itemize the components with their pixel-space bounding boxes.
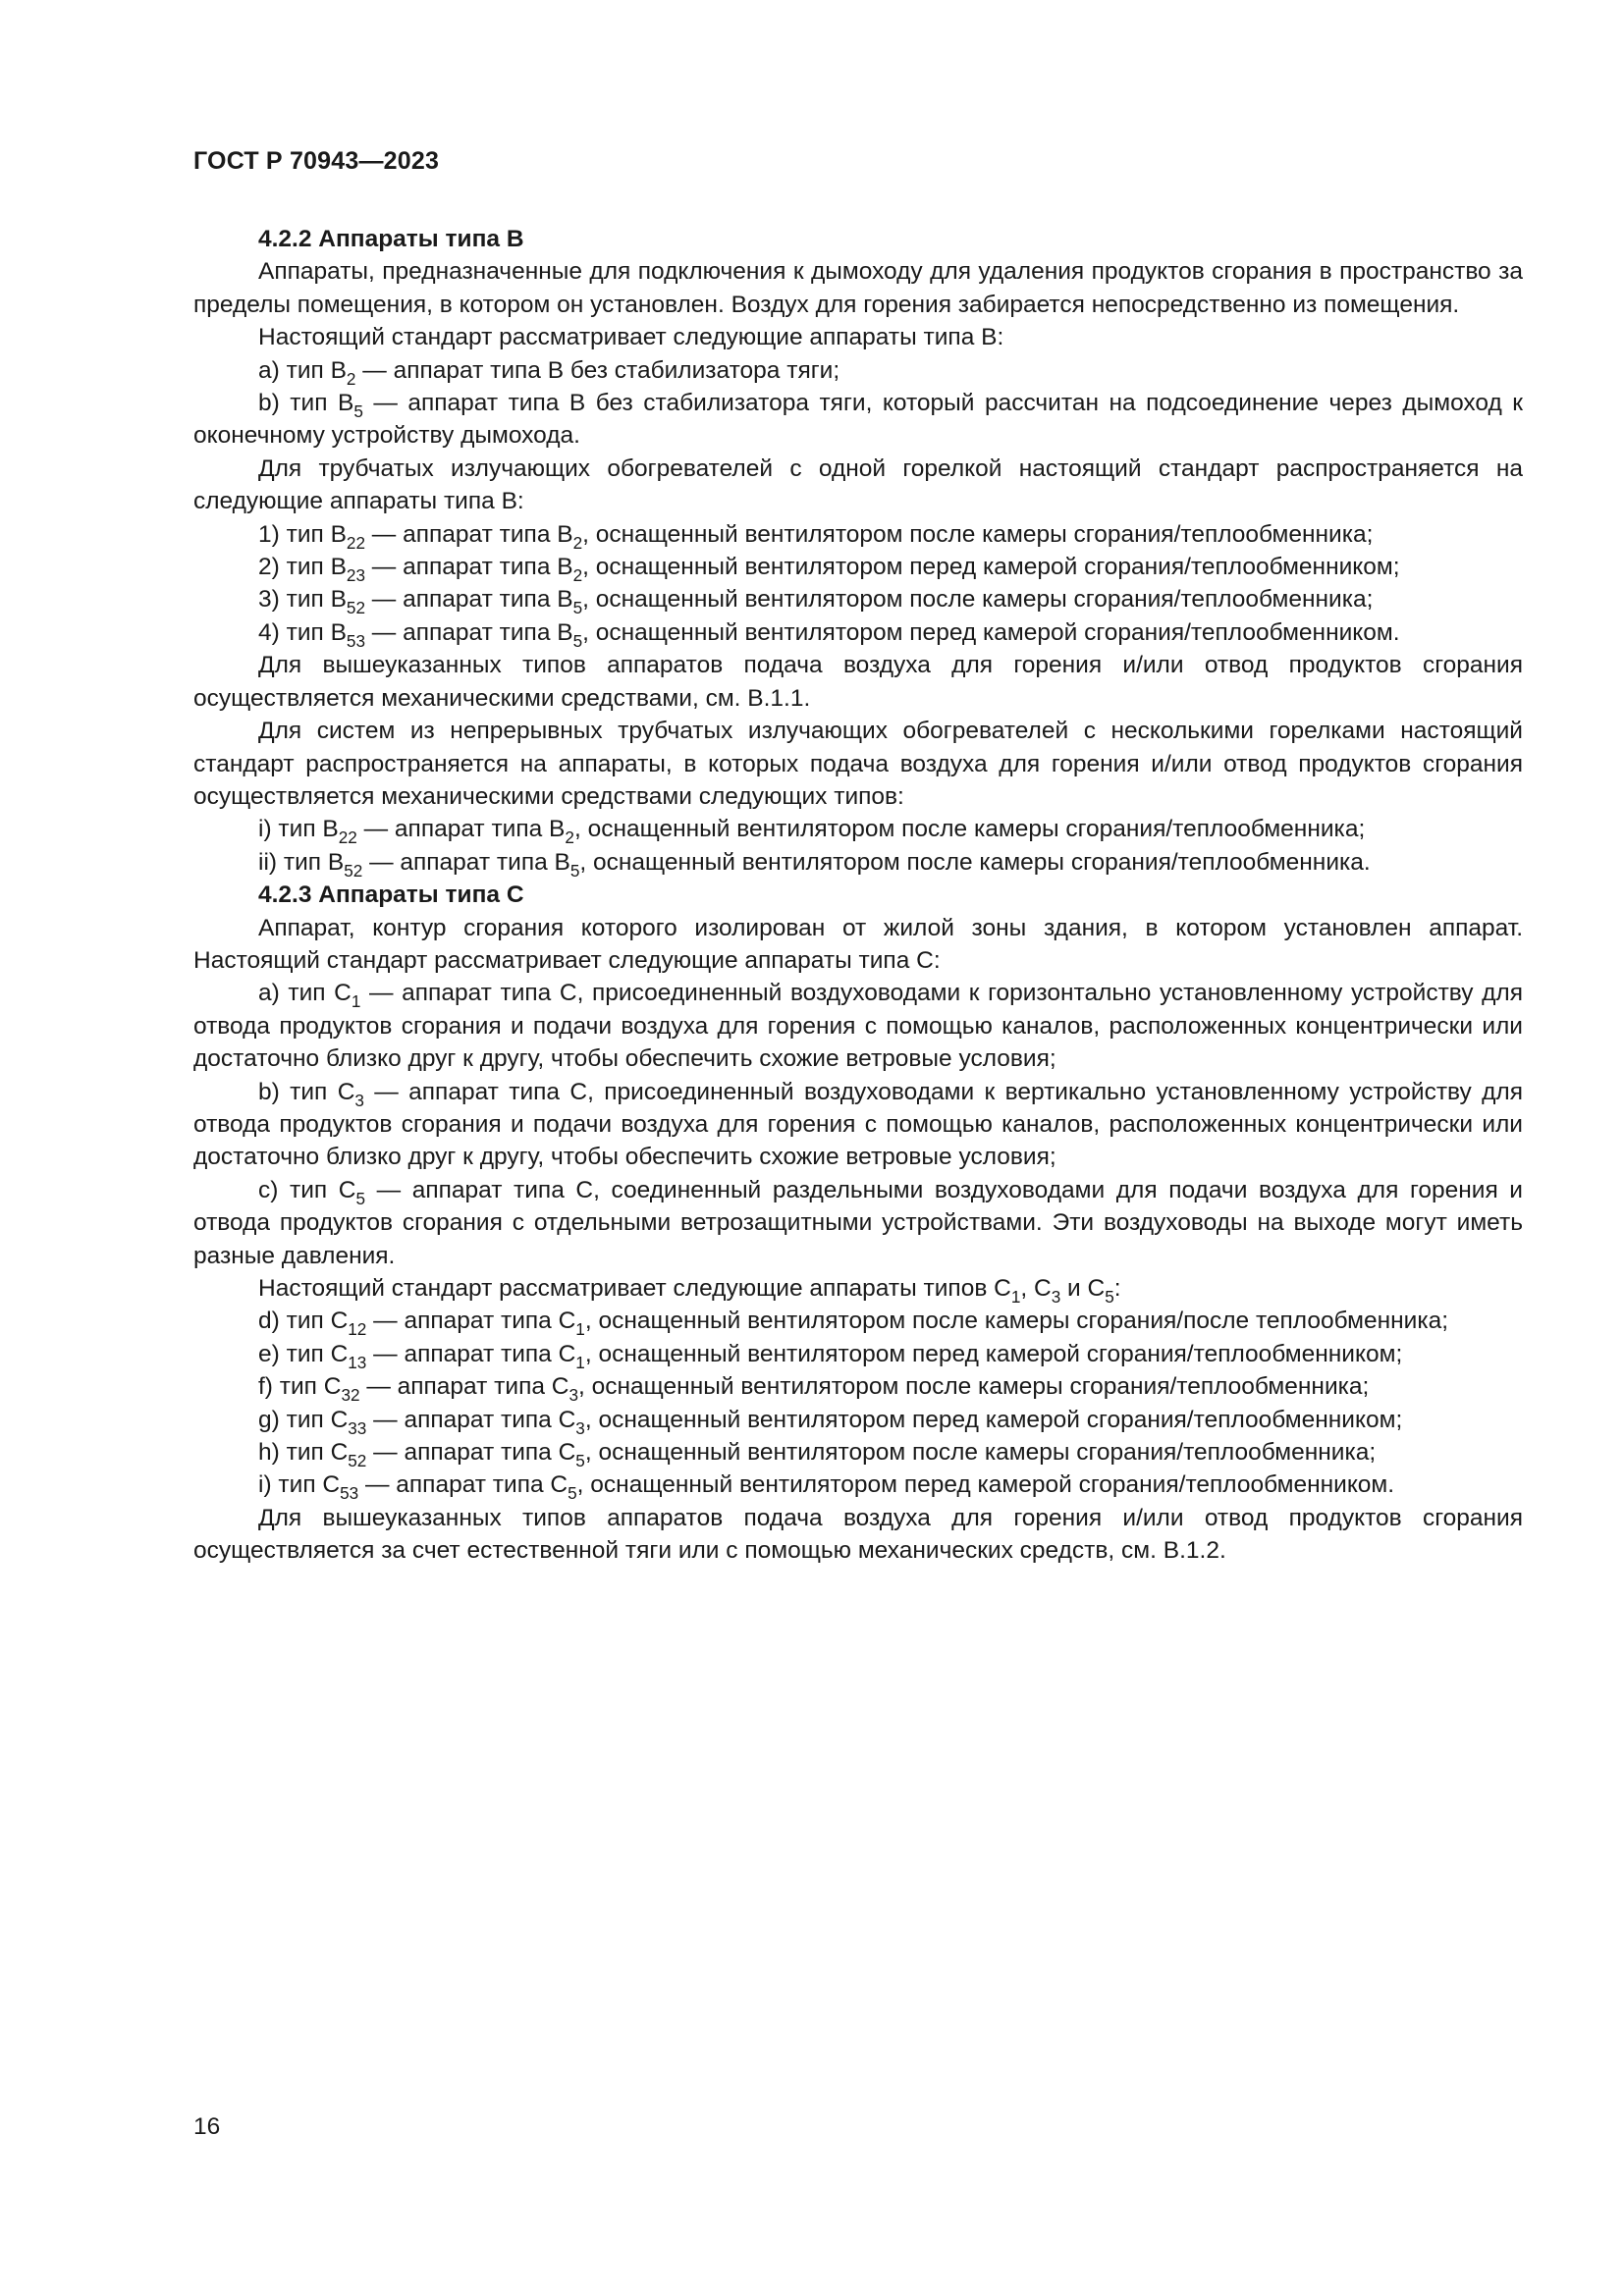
text-run: Для трубчатых излучающих обогревателей с одной горелкой настоящий стандарт распространяется на следующие аппараты типа В: xyxy=(193,454,1523,515)
document-body xyxy=(193,223,1523,1568)
paragraph xyxy=(193,977,1523,1075)
subscript: 22 xyxy=(346,532,365,553)
text-run: e) тип С xyxy=(258,1340,349,1367)
subscript: 12 xyxy=(348,1319,367,1340)
text-run: — аппарат типа С xyxy=(366,1308,576,1335)
section-heading: 4.2.2 Аппараты типа В xyxy=(258,226,524,252)
text-run: , оснащенный вентилятором после камеры сгорания/теплообменника; xyxy=(578,1373,1370,1401)
paragraph xyxy=(193,649,1523,715)
paragraph xyxy=(193,846,1523,879)
paragraph xyxy=(193,715,1523,813)
subscript: 13 xyxy=(348,1353,367,1372)
subscript: 2 xyxy=(346,368,356,389)
subscript: 5 xyxy=(575,1451,585,1471)
text-run: : xyxy=(1113,1275,1121,1302)
text-run: , оснащенный вентилятором перед камерой сгорания/теплообменником. xyxy=(576,1471,1395,1499)
subscript: 52 xyxy=(348,1451,367,1471)
text-run: d) тип С xyxy=(258,1308,349,1335)
text-run: , оснащенный вентилятором после камеры сгорания/после теплообменника; xyxy=(584,1308,1449,1335)
paragraph xyxy=(193,813,1523,848)
paragraph xyxy=(193,1502,1523,1568)
paragraph xyxy=(193,1436,1523,1471)
subscript: 1 xyxy=(1010,1287,1021,1308)
text-run: Для вышеуказанных типов аппаратов подача воздуха для горения и/или отвод продуктов сгорания осуществляется механическими средствами, см. В.1.1. xyxy=(193,652,1523,712)
document-code: ГОСТ Р 70943—2023 xyxy=(193,147,440,175)
text-run: 1) тип В xyxy=(258,520,347,548)
subscript: 3 xyxy=(354,1090,364,1110)
text-run: — аппарат типа С xyxy=(366,1439,576,1467)
text-run: f) тип С xyxy=(258,1373,342,1401)
text-run: g) тип С xyxy=(258,1406,349,1433)
text-run: — аппарат типа С xyxy=(358,1471,568,1499)
subscript: 5 xyxy=(353,401,363,422)
subscript: 53 xyxy=(346,631,365,652)
paragraph xyxy=(193,1272,1523,1308)
text-run: — аппарат типа С, присоединенный воздуховодами к горизонтально установленному устройству для отвода продуктов сгорания и подачи воздуха для горения с помощью каналов, расположенных концентрически или достаточно близко друг к другу, чтобы обеспечить схожие ветровые условия; xyxy=(193,980,1523,1073)
text-run: , оснащенный вентилятором после камеры сгорания/теплообменника; xyxy=(582,586,1374,614)
text-run: h) тип С xyxy=(258,1439,349,1467)
text-run: b) тип В xyxy=(258,390,354,417)
paragraph xyxy=(193,1305,1523,1340)
paragraph xyxy=(193,453,1523,518)
subscript: 5 xyxy=(355,1188,366,1208)
paragraph xyxy=(193,1468,1523,1504)
text-run: 4) тип В xyxy=(258,618,347,646)
text-run: ii) тип В xyxy=(258,848,345,876)
text-run: Настоящий стандарт рассматривает следующие аппараты типов С xyxy=(258,1275,1011,1302)
subscript: 3 xyxy=(575,1417,585,1438)
text-run: , С xyxy=(1020,1275,1052,1302)
subscript: 23 xyxy=(346,565,365,586)
paragraph xyxy=(193,387,1523,453)
text-run: a) тип В xyxy=(258,356,347,384)
paragraph xyxy=(193,583,1523,618)
subscript: 52 xyxy=(344,860,363,881)
paragraph xyxy=(193,354,1523,387)
section-heading: 4.2.3 Аппараты типа С xyxy=(258,881,524,909)
subscript: 1 xyxy=(351,991,361,1012)
subscript: 5 xyxy=(1105,1287,1114,1308)
text-run: , оснащенный вентилятором перед камерой сгорания/теплообменником. xyxy=(582,618,1400,646)
subscript: 2 xyxy=(565,828,574,848)
subscript: 53 xyxy=(340,1483,359,1504)
paragraph xyxy=(193,1404,1523,1436)
paragraph xyxy=(193,518,1523,551)
subscript: 2 xyxy=(572,532,583,553)
paragraph xyxy=(193,1174,1523,1272)
text-run: c) тип С xyxy=(258,1176,356,1203)
text-run: — аппарат типа В xyxy=(365,618,573,646)
subscript: 22 xyxy=(338,828,357,848)
subscript: 5 xyxy=(572,631,583,652)
text-run: , оснащенный вентилятором после камеры сгорания/теплообменника; xyxy=(573,816,1366,843)
paragraph xyxy=(193,255,1523,321)
paragraph xyxy=(193,616,1523,652)
subscript: 3 xyxy=(568,1385,579,1406)
paragraph xyxy=(193,912,1523,978)
paragraph xyxy=(193,551,1523,586)
text-run: b) тип С xyxy=(258,1078,355,1105)
subscript: 1 xyxy=(575,1353,585,1372)
text-run: , оснащенный вентилятором перед камерой сгорания/теплообменником; xyxy=(584,1406,1403,1433)
paragraph xyxy=(193,1370,1523,1406)
subscript: 5 xyxy=(572,598,583,618)
paragraph xyxy=(193,1338,1523,1370)
text-run: — аппарат типа С xyxy=(359,1373,569,1401)
text-run: — аппарат типа В xyxy=(365,520,573,548)
subscript: 5 xyxy=(568,1483,577,1504)
text-run: Для систем из непрерывных трубчатых излучающих обогревателей с несколькими горелками настоящий стандарт распространяется на аппараты, в которых подача воздуха для горения и/или отвод продуктов сгорания осуществляется механическими средствами следующих типов: xyxy=(193,718,1523,810)
text-run: i) тип В xyxy=(258,816,339,843)
paragraph xyxy=(193,321,1523,353)
subscript: 32 xyxy=(341,1385,360,1406)
text-run: — аппарат типа В xyxy=(365,554,573,581)
subscript: 3 xyxy=(1051,1287,1061,1308)
subscript: 2 xyxy=(572,565,583,586)
text-run: a) тип С xyxy=(258,980,352,1007)
text-run: , оснащенный вентилятором после камеры сгорания/теплообменника; xyxy=(584,1439,1377,1467)
text-run: — аппарат типа В xyxy=(365,586,573,614)
text-run: Аппараты, предназначенные для подключения к дымоходу для удаления продуктов сгорания в пространство за пределы помещения, в котором он установлен. Воздух для горения забирается непосредственно из помещения. xyxy=(193,258,1523,318)
paragraph xyxy=(193,1076,1523,1174)
subscript: 1 xyxy=(575,1319,585,1340)
text-run: 2) тип В xyxy=(258,554,347,581)
text-run: — аппарат типа С, соединенный раздельными воздуховодами для подачи воздуха для горения и отвода продуктов сгорания с отдельными ветрозащитными устройствами. Эти воздуховоды на выходе могут иметь разные давления. xyxy=(193,1176,1523,1269)
text-run: , оснащенный вентилятором перед камерой сгорания/теплообменником; xyxy=(582,554,1400,581)
text-run: и С xyxy=(1060,1275,1106,1302)
text-run: — аппарат типа В без стабилизатора тяги; xyxy=(355,356,840,384)
text-run: Настоящий стандарт рассматривает следующие аппараты типа В: xyxy=(258,324,1004,351)
subscript: 33 xyxy=(348,1417,367,1438)
text-run: — аппарат типа С, присоединенный воздуховодами к вертикально установленному устройству для отвода продуктов сгорания и подачи воздуха для горения с помощью каналов, расположенных концентрически или достаточно близко друг к другу, чтобы обеспечить схожие ветровые условия; xyxy=(193,1078,1523,1171)
subscript: 5 xyxy=(569,860,580,881)
text-run: — аппарат типа С xyxy=(366,1406,576,1433)
text-run: — аппарат типа С xyxy=(366,1340,576,1367)
text-run: — аппарат типа В без стабилизатора тяги, который рассчитан на подсоединение через дымоход к оконечному устройству дымохода. xyxy=(193,390,1524,450)
text-run: , оснащенный вентилятором после камеры сгорания/теплообменника; xyxy=(582,520,1374,548)
text-run: 3) тип В xyxy=(258,586,347,614)
text-run: — аппарат типа В xyxy=(356,816,566,843)
text-run: i) тип С xyxy=(258,1471,341,1499)
page-number: 16 xyxy=(193,2113,221,2140)
text-run: Аппарат, контур сгорания которого изолирован от жилой зоны здания, в котором установлен аппарат. Настоящий стандарт рассматривает следующие аппараты типа С: xyxy=(193,914,1523,974)
text-run: , оснащенный вентилятором после камеры сгорания/теплообменника. xyxy=(579,848,1371,876)
text-run: — аппарат типа В xyxy=(362,848,570,876)
text-run: , оснащенный вентилятором перед камерой сгорания/теплообменником; xyxy=(584,1340,1403,1367)
subscript: 52 xyxy=(346,598,365,618)
text-run: Для вышеуказанных типов аппаратов подача воздуха для горения и/или отвод продуктов сгорания осуществляется за счет естественной тяги или с помощью механических средств, см. В.1.2. xyxy=(193,1504,1523,1565)
